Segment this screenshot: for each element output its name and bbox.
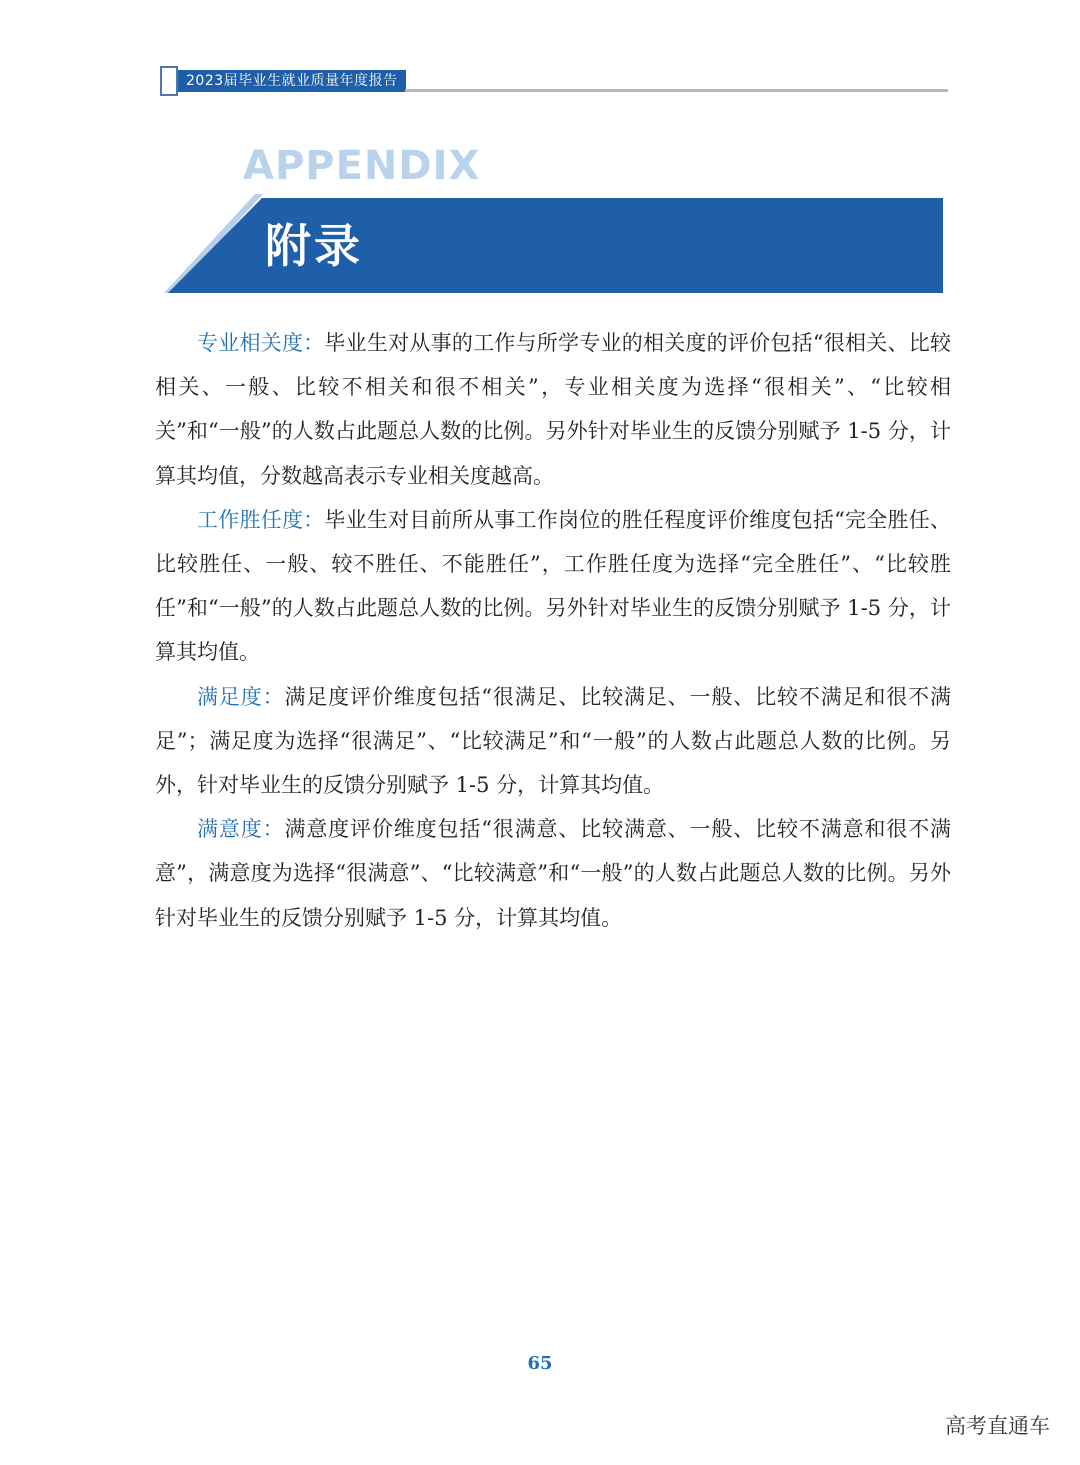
report-title: 2023届毕业生就业质量年度报告	[178, 70, 406, 92]
definition-paragraph	[155, 498, 951, 675]
definition-text: 毕业生对目前所从事工作岗位的胜任程度评价维度包括“完全胜任、比较胜任、一般、较不胜任、不能胜任”，工作胜任度为选择“完全胜任”、“比较胜任”和“一般”的人数占此题总人数的比例。另外针对毕业生的反馈分别赋予 1-5 分，计算其均值。	[155, 507, 952, 665]
appendix-english-title: APPENDIX	[243, 143, 481, 189]
definition-term: 工作胜任度：	[197, 507, 325, 532]
definition-term: 专业相关度：	[197, 331, 325, 355]
definition-text: 满足度评价维度包括“很满足、比较满足、一般、比较不满足和很不满足”；满足度为选择“很满足”、“比较满足”和“一般”的人数占此题总人数的比例。另外，针对毕业生的反馈分别赋予 1-5 分，计算其均值。	[155, 684, 952, 798]
definition-paragraph	[155, 807, 951, 940]
section-banner	[0, 0, 1080, 320]
definition-text: 毕业生对从事的工作与所学专业的相关度的评价包括“很相关、比较相关、一般、比较不相关和很不相关”，专业相关度为选择“很相关”、“比较相关”和“一般”的人数占此题总人数的比例。另外针对毕业生的反馈分别赋予 1-5 分，计算其均值，分数越高表示专业相关度越高。	[155, 331, 952, 488]
definition-term: 满足度：	[197, 684, 285, 709]
page-number: 65	[527, 1353, 553, 1374]
definition-paragraph	[155, 321, 951, 498]
definition-text: 满意度评价维度包括“很满意、比较满意、一般、比较不满意和很不满意”，满意度为选择“很满意”、“比较满意”和“一般”的人数占此题总人数的比例。另外针对毕业生的反馈分别赋予 1-5 分，计算其均值。	[155, 817, 952, 930]
definition-paragraph	[155, 675, 951, 808]
section-title: 附录	[265, 219, 363, 273]
watermark: 高考直通车	[945, 1414, 1050, 1438]
definition-term: 满意度：	[197, 817, 285, 842]
appendix-content	[155, 321, 951, 940]
